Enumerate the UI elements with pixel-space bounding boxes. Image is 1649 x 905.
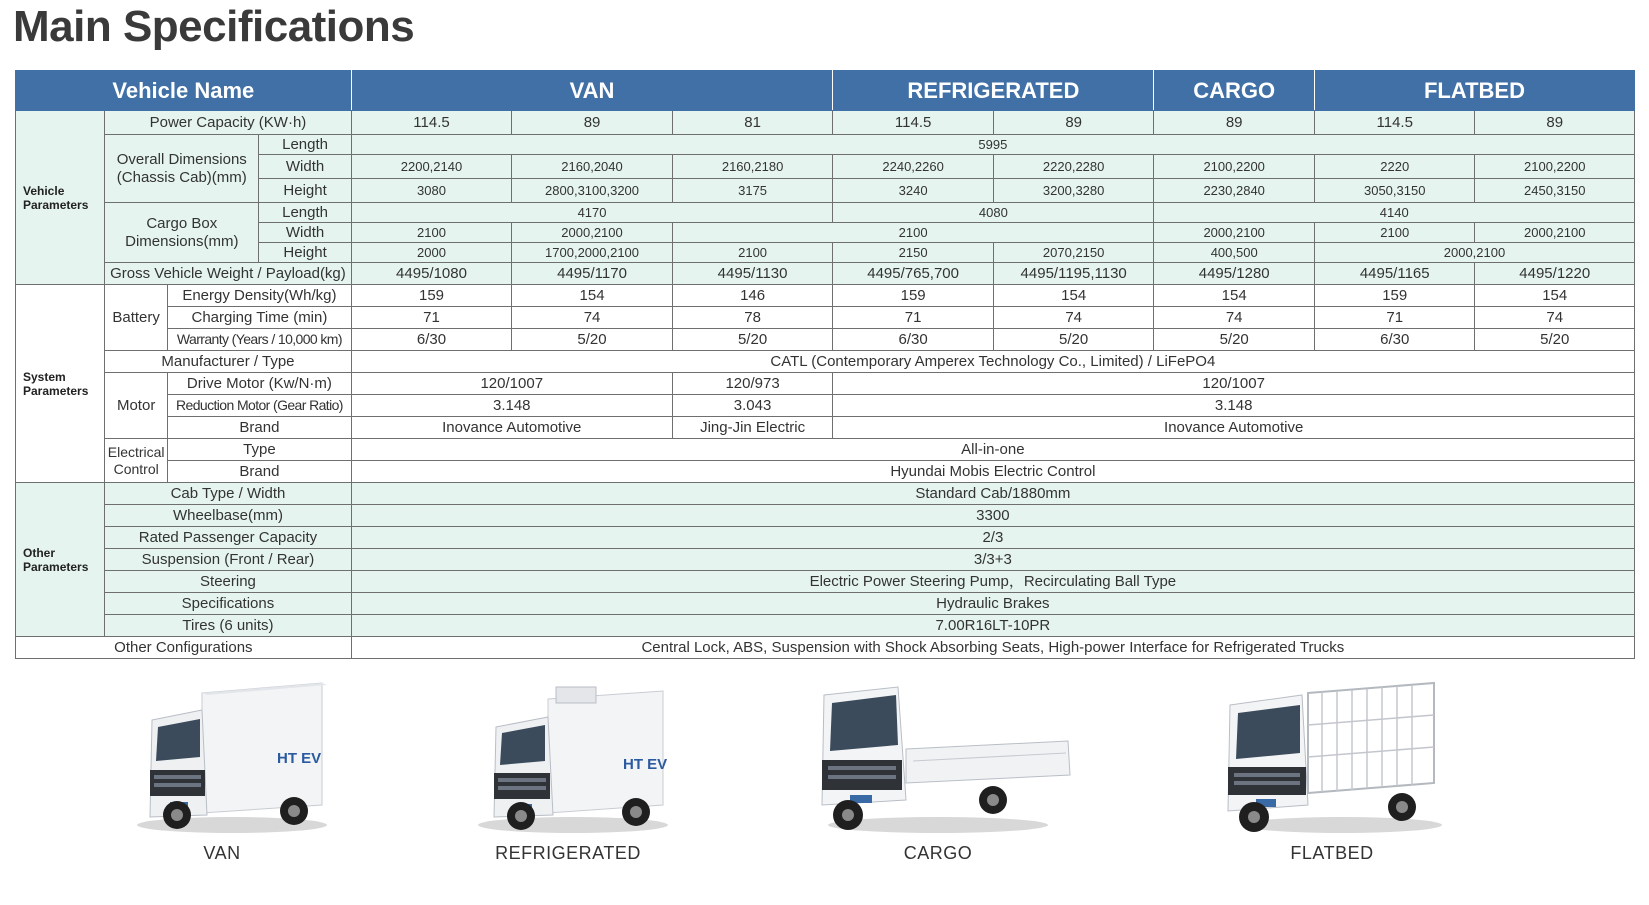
label-steering: Steering xyxy=(105,571,352,593)
cell: 159 xyxy=(833,285,994,307)
cell: 4495/1130 xyxy=(672,263,833,285)
row-wheelbase xyxy=(16,505,1635,527)
cell: 114.5 xyxy=(351,111,512,135)
label-battery: Battery xyxy=(105,285,168,351)
cell: 2000,2100 xyxy=(1314,243,1634,263)
cell: 3240 xyxy=(833,179,994,203)
label-specifications: Specifications xyxy=(105,593,352,615)
cell: 4140 xyxy=(1154,203,1635,223)
cell: 5/20 xyxy=(993,329,1154,351)
page-title: Main Specifications xyxy=(13,2,415,51)
row-cargo-width xyxy=(16,223,1635,243)
spec-table xyxy=(15,70,1635,659)
label-reduction-motor: Reduction Motor (Gear Ratio) xyxy=(168,395,352,417)
cell: Standard Cab/1880mm xyxy=(351,483,1634,505)
group-other-parameters: Other Parameters xyxy=(16,483,105,637)
cell: 6/30 xyxy=(1314,329,1475,351)
label-other-config: Other Configurations xyxy=(16,637,352,659)
row-other-config xyxy=(16,637,1635,659)
cell: 89 xyxy=(512,111,673,135)
vehicle-flatbed xyxy=(1182,660,1482,905)
cell: 6/30 xyxy=(833,329,994,351)
label-height: Height xyxy=(259,179,351,203)
cell: Inovance Automotive xyxy=(351,417,672,439)
cell: 3/3+3 xyxy=(351,549,1634,571)
cell: 2160,2180 xyxy=(672,155,833,179)
cell: 3080 xyxy=(351,179,512,203)
cell: 3.148 xyxy=(833,395,1635,417)
label-electrical-control: Electrical Control xyxy=(105,439,168,483)
label-charging-time: Charging Time (min) xyxy=(168,307,352,329)
header-row xyxy=(16,71,1635,111)
vehicle-caption-refrigerated: REFRIGERATED xyxy=(495,843,641,863)
label-passenger: Rated Passenger Capacity xyxy=(105,527,352,549)
cell: 2200,2140 xyxy=(351,155,512,179)
cell: 1700,2000,2100 xyxy=(512,243,673,263)
row-overall-width xyxy=(16,155,1635,179)
cell: 4495/765,700 xyxy=(833,263,994,285)
cell: 4170 xyxy=(351,203,833,223)
cell: 5/20 xyxy=(672,329,833,351)
row-manufacturer xyxy=(16,351,1635,373)
cell: 154 xyxy=(1154,285,1315,307)
cell: 154 xyxy=(512,285,673,307)
header-refrigerated: REFRIGERATED xyxy=(833,71,1154,111)
row-cab-type xyxy=(16,483,1635,505)
row-ec-type xyxy=(16,439,1635,461)
cell: 2160,2040 xyxy=(512,155,673,179)
cell: 5/20 xyxy=(1154,329,1315,351)
cell: 5/20 xyxy=(1475,329,1635,351)
cell: 2450,3150 xyxy=(1475,179,1635,203)
label-width: Width xyxy=(259,155,351,179)
group-vehicle-parameters: Vehicle Parameters xyxy=(16,111,105,285)
cell: 81 xyxy=(672,111,833,135)
cell: Central Lock, ABS, Suspension with Shock Absorbing Seats, High-power Interface for Refrigerated Trucks xyxy=(351,637,1634,659)
label-type: Type xyxy=(168,439,352,461)
cell: Electric Power Steering Pump，Recirculating Ball Type xyxy=(351,571,1634,593)
vehicle-cargo xyxy=(788,660,1088,905)
label-cab-type: Cab Type / Width xyxy=(105,483,352,505)
cell: 5/20 xyxy=(512,329,673,351)
label-cargo-box: Cargo Box Dimensions(mm) xyxy=(105,203,259,263)
row-reduction-motor xyxy=(16,395,1635,417)
row-cargo-length xyxy=(16,203,1635,223)
cell: 154 xyxy=(1475,285,1635,307)
row-overall-length xyxy=(16,135,1635,155)
cell: 120/973 xyxy=(672,373,833,395)
cell: 114.5 xyxy=(1314,111,1475,135)
cell: 2230,2840 xyxy=(1154,179,1315,203)
cell: 5995 xyxy=(351,135,1634,155)
label-drive-motor: Drive Motor (Kw/N·m) xyxy=(168,373,352,395)
cell: Hydraulic Brakes xyxy=(351,593,1634,615)
cell: 71 xyxy=(351,307,512,329)
cell: 2100 xyxy=(351,223,512,243)
cell: 2220 xyxy=(1314,155,1475,179)
cell: 2800,3100,3200 xyxy=(512,179,673,203)
cell: 2150 xyxy=(833,243,994,263)
cell: 3200,3280 xyxy=(993,179,1154,203)
cell: 74 xyxy=(993,307,1154,329)
header-flatbed: FLATBED xyxy=(1314,71,1634,111)
cell: 2000,2100 xyxy=(1475,223,1635,243)
cell: 2100 xyxy=(672,223,1154,243)
cell: 3175 xyxy=(672,179,833,203)
cell: 154 xyxy=(993,285,1154,307)
row-energy-density xyxy=(16,285,1635,307)
cell: 3050,3150 xyxy=(1314,179,1475,203)
row-charging-time xyxy=(16,307,1635,329)
cell: 2000,2100 xyxy=(512,223,673,243)
label-width: Width xyxy=(259,223,351,243)
vehicle-caption-van: VAN xyxy=(203,843,241,863)
header-cargo: CARGO xyxy=(1154,71,1315,111)
row-suspension xyxy=(16,549,1635,571)
cell: 89 xyxy=(993,111,1154,135)
cell: 4495/1165 xyxy=(1314,263,1475,285)
cell: CATL (Contemporary Amperex Technology Co., Limited) / LiFePO4 xyxy=(351,351,1634,373)
row-gvw xyxy=(16,263,1635,285)
cell: 2220,2280 xyxy=(993,155,1154,179)
van-truck-image xyxy=(72,665,372,840)
label-warranty: Warranty (Years / 10,000 km) xyxy=(168,329,352,351)
label-tires: Tires (6 units) xyxy=(105,615,352,637)
vehicle-caption-cargo: CARGO xyxy=(903,843,973,863)
label-energy-density: Energy Density(Wh/kg) xyxy=(168,285,352,307)
cell: 2/3 xyxy=(351,527,1634,549)
cell: 4495/1170 xyxy=(512,263,673,285)
cell: 2240,2260 xyxy=(833,155,994,179)
flatbed-truck-image xyxy=(1182,665,1482,840)
cargo-truck-image xyxy=(788,665,1088,840)
cell: 4080 xyxy=(833,203,1154,223)
refrigerated-truck-image xyxy=(418,665,718,840)
cell: 400,500 xyxy=(1154,243,1315,263)
row-specifications xyxy=(16,593,1635,615)
cell: 6/30 xyxy=(351,329,512,351)
label-suspension: Suspension (Front / Rear) xyxy=(105,549,352,571)
cell: 120/1007 xyxy=(833,373,1635,395)
vehicle-gallery xyxy=(0,660,1649,905)
cell: 2000,2100 xyxy=(1154,223,1315,243)
cell: 74 xyxy=(1154,307,1315,329)
cell: 4495/1195,1130 xyxy=(993,263,1154,285)
label-brand: Brand xyxy=(168,461,352,483)
cell: 78 xyxy=(672,307,833,329)
cell: 3.148 xyxy=(351,395,672,417)
label-length: Length xyxy=(259,135,351,155)
cell: 74 xyxy=(512,307,673,329)
cell: 4495/1220 xyxy=(1475,263,1635,285)
label-power-capacity: Power Capacity (KW·h) xyxy=(105,111,352,135)
cell: 89 xyxy=(1154,111,1315,135)
cell: 146 xyxy=(672,285,833,307)
header-vehicle-name: Vehicle Name xyxy=(16,71,352,111)
cell: 4495/1280 xyxy=(1154,263,1315,285)
row-warranty xyxy=(16,329,1635,351)
cell: 2000 xyxy=(351,243,512,263)
cell: 3300 xyxy=(351,505,1634,527)
cell: 4495/1080 xyxy=(351,263,512,285)
row-cargo-height xyxy=(16,243,1635,263)
label-height: Height xyxy=(259,243,351,263)
cell: 7.00R16LT-10PR xyxy=(351,615,1634,637)
cell: 71 xyxy=(833,307,994,329)
label-overall-dimensions: Overall Dimensions (Chassis Cab)(mm) xyxy=(105,135,259,203)
label-gvw: Gross Vehicle Weight / Payload(kg) xyxy=(105,263,352,285)
svg-text:HT EV: HT EV xyxy=(277,750,322,767)
label-motor: Motor xyxy=(105,373,168,439)
label-brand: Brand xyxy=(168,417,352,439)
group-system-parameters: System Parameters xyxy=(16,285,105,483)
vehicle-van xyxy=(72,660,372,905)
row-motor-brand xyxy=(16,417,1635,439)
row-tires xyxy=(16,615,1635,637)
cell: 74 xyxy=(1475,307,1635,329)
cell: Inovance Automotive xyxy=(833,417,1635,439)
vehicle-refrigerated xyxy=(418,660,718,905)
row-drive-motor xyxy=(16,373,1635,395)
cell: 114.5 xyxy=(833,111,994,135)
label-manufacturer: Manufacturer / Type xyxy=(105,351,352,373)
cell: 2100,2200 xyxy=(1475,155,1635,179)
cell: 2100 xyxy=(672,243,833,263)
row-passenger xyxy=(16,527,1635,549)
cell: 2100,2200 xyxy=(1154,155,1315,179)
cell: 120/1007 xyxy=(351,373,672,395)
row-steering xyxy=(16,571,1635,593)
row-power-capacity xyxy=(16,111,1635,135)
svg-text:HT EV: HT EV xyxy=(623,756,668,773)
cell: 3.043 xyxy=(672,395,833,417)
cell: 159 xyxy=(351,285,512,307)
row-overall-height xyxy=(16,179,1635,203)
cell: Hyundai Mobis Electric Control xyxy=(351,461,1634,483)
cell: 71 xyxy=(1314,307,1475,329)
cell: All-in-one xyxy=(351,439,1634,461)
cell: 2070,2150 xyxy=(993,243,1154,263)
label-wheelbase: Wheelbase(mm) xyxy=(105,505,352,527)
row-ec-brand xyxy=(16,461,1635,483)
label-length: Length xyxy=(259,203,351,223)
cell: 2100 xyxy=(1314,223,1475,243)
cell: Jing-Jin Electric xyxy=(672,417,833,439)
cell: 89 xyxy=(1475,111,1635,135)
cell: 159 xyxy=(1314,285,1475,307)
vehicle-caption-flatbed: FLATBED xyxy=(1290,843,1374,863)
header-van: VAN xyxy=(351,71,833,111)
